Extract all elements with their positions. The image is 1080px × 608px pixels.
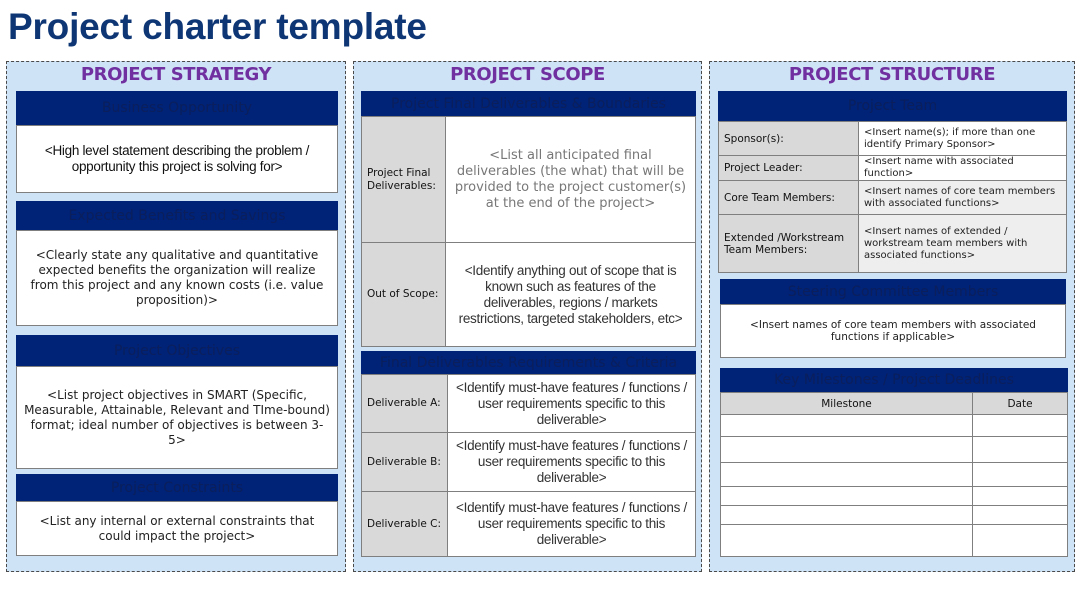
date-cell[interactable] (973, 525, 1068, 557)
project-team-table (718, 121, 1067, 273)
section-body[interactable]: <List project objectives in SMART (Specific, Measurable, Attainable, Relevant and TIme-bound) format; ideal number of objectives is between 3-5> (16, 366, 338, 469)
section-heading: Project Objectives (16, 335, 338, 366)
milestones-section (720, 368, 1068, 556)
milestones-table (720, 392, 1068, 557)
deliverable-a-value[interactable]: <Identify must-have features / functions / user requirements specific to this deliverable> (448, 375, 696, 433)
deliverable-c-label: Deliverable C: (362, 492, 448, 557)
project-strategy-title: PROJECT STRATEGY (80, 64, 272, 85)
section-heading: Project Team (718, 91, 1067, 121)
extended-team-label: Extended /Workstream Team Members: (719, 215, 859, 273)
section-heading: Project Final Deliverables & Boundaries (361, 91, 696, 116)
extended-team-value[interactable]: <Insert names of extended / workstream team members with associated functions> (859, 215, 1067, 273)
section-heading: Key Milestones / Project Deadlines (720, 368, 1068, 392)
project-scope-title: PROJECT SCOPE (450, 64, 605, 85)
project-team-section (718, 91, 1067, 270)
steering-committee-section (720, 279, 1066, 358)
project-strategy-panel (6, 61, 346, 572)
milestone-cell[interactable] (721, 506, 973, 525)
section-heading: Final Deliverables Requirements & Criteria (361, 351, 696, 374)
business-opportunity-section (16, 91, 338, 193)
section-body[interactable]: <Insert names of core team members with associated functions if applicable> (720, 304, 1066, 358)
section-heading: Expected Benefits and Savings (16, 201, 338, 230)
page-title: Project charter template (8, 6, 427, 47)
deliverable-a-label: Deliverable A: (362, 375, 448, 433)
final-deliverables-section (361, 91, 696, 346)
out-of-scope-label: Out of Scope: (362, 243, 446, 347)
final-deliverables-table (361, 116, 696, 347)
project-leader-value[interactable]: <Insert name with associated function> (859, 156, 1067, 181)
section-body[interactable]: <High level statement describing the problem / opportunity this project is solving for> (16, 125, 338, 193)
milestone-column-header: Milestone (721, 393, 973, 415)
project-objectives-section (16, 335, 338, 469)
date-cell[interactable] (973, 463, 1068, 487)
date-cell[interactable] (973, 506, 1068, 525)
deliverable-c-value[interactable]: <Identify must-have features / functions / user requirements specific to this deliverable> (448, 492, 696, 557)
milestone-cell[interactable] (721, 487, 973, 506)
core-team-label: Core Team Members: (719, 181, 859, 215)
milestone-cell[interactable] (721, 415, 973, 437)
date-cell[interactable] (973, 487, 1068, 506)
final-deliverables-value[interactable]: <List all anticipated final deliverables (the what) that will be provided to the project customer(s) at the end of the project> (446, 117, 696, 243)
milestone-cell[interactable] (721, 437, 973, 463)
section-body[interactable]: <Clearly state any qualitative and quantitative expected benefits the organization will realize from this project and any known costs (i.e. value proposition)> (16, 230, 338, 326)
project-structure-panel (709, 61, 1075, 572)
project-scope-panel (353, 61, 702, 572)
project-structure-title: PROJECT STRUCTURE (788, 64, 996, 85)
milestone-cell[interactable] (721, 463, 973, 487)
project-leader-label: Project Leader: (719, 156, 859, 181)
date-cell[interactable] (973, 437, 1068, 463)
deliverable-b-value[interactable]: <Identify must-have features / functions / user requirements specific to this deliverable> (448, 433, 696, 492)
out-of-scope-value[interactable]: <Identify anything out of scope that is known such as features of the deliverables, regions / markets restrictions, targeted stakeholders, etc> (446, 243, 696, 347)
date-column-header: Date (973, 393, 1068, 415)
sponsor-value[interactable]: <Insert name(s); if more than one identify Primary Sponsor> (859, 122, 1067, 156)
section-body[interactable]: <List any internal or external constraints that could impact the project> (16, 501, 338, 556)
project-constraints-section (16, 474, 338, 556)
section-heading: Business Opportunity (16, 91, 338, 125)
milestone-cell[interactable] (721, 525, 973, 557)
core-team-value[interactable]: <Insert names of core team members with associated functions> (859, 181, 1067, 215)
sponsor-label: Sponsor(s): (719, 122, 859, 156)
requirements-section (361, 351, 696, 556)
date-cell[interactable] (973, 415, 1068, 437)
deliverable-b-label: Deliverable B: (362, 433, 448, 492)
final-deliverables-label: Project Final Deliverables: (362, 117, 446, 243)
expected-benefits-section (16, 201, 338, 326)
section-heading: Project Constraints (16, 474, 338, 501)
requirements-table (361, 374, 696, 557)
section-heading: Steering Committee Members (720, 279, 1066, 304)
